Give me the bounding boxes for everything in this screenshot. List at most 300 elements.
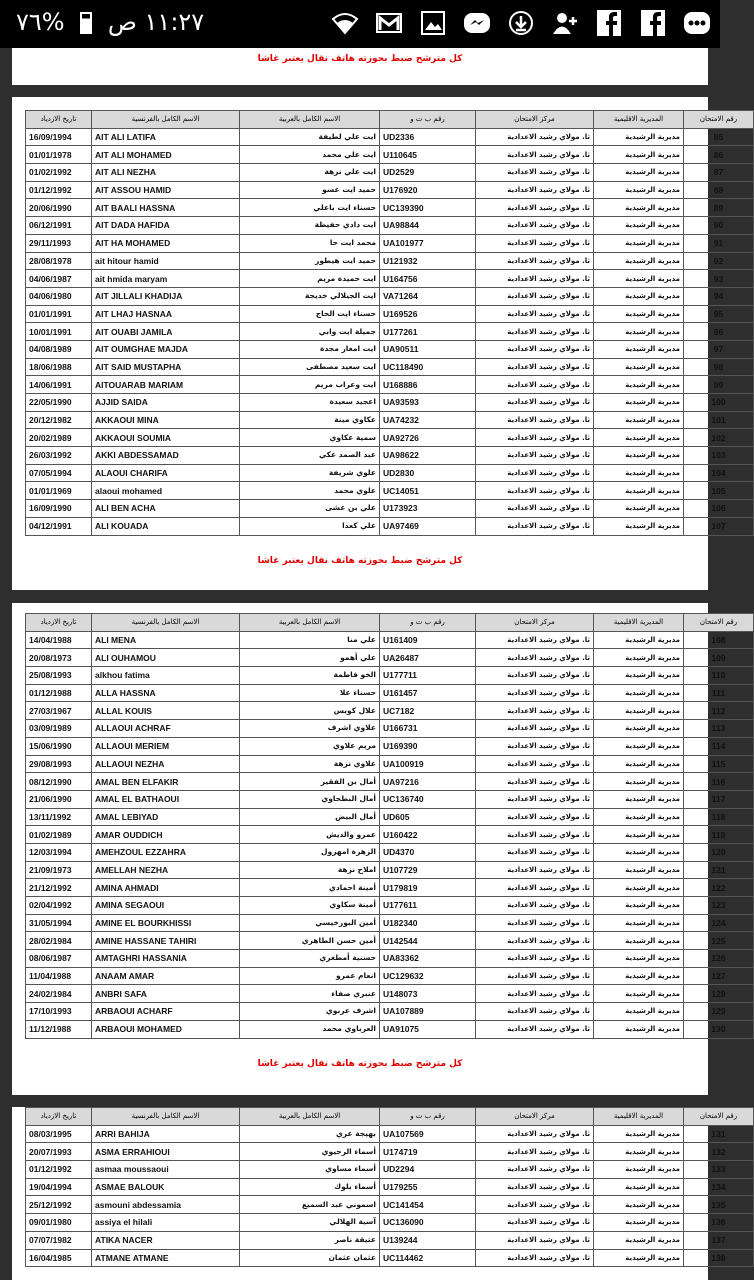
cell-cin: U121932 xyxy=(380,252,476,270)
cell-name-fr: AKKI ABDESSAMAD xyxy=(92,447,240,465)
cell-dob: 20/06/1990 xyxy=(26,199,92,217)
cell-name-ar: علوي شريفة xyxy=(240,464,380,482)
cell-center: ثا. مولاي رشيد الاعدادية xyxy=(476,649,594,667)
table-row xyxy=(26,429,754,447)
cell-dob: 01/12/1992 xyxy=(26,1161,92,1179)
cell-name-ar: اشرف عربوي xyxy=(240,1003,380,1021)
cell-exam-number: 135 xyxy=(684,1196,754,1214)
cell-name-ar: عكاوي مينة xyxy=(240,411,380,429)
cell-center: ثا. مولاي رشيد الاعدادية xyxy=(476,1178,594,1196)
cell-direction: مديرية الرشيدية xyxy=(594,1143,684,1161)
candidates-table xyxy=(25,1107,754,1267)
table-row xyxy=(26,517,754,535)
cell-cin: U182340 xyxy=(380,914,476,932)
cell-dob: 12/03/1994 xyxy=(26,843,92,861)
cell-center: ثا. مولاي رشيد الاعدادية xyxy=(476,755,594,773)
table-row xyxy=(26,914,754,932)
table-row xyxy=(26,985,754,1003)
cell-cin: UC141454 xyxy=(380,1196,476,1214)
cell-name-ar: عمرو والديش xyxy=(240,826,380,844)
add-friend-icon xyxy=(550,8,580,38)
header-dob: تاريخ الازدياد xyxy=(26,614,92,632)
cell-name-fr: ALLAOUI MERIEM xyxy=(92,737,240,755)
cell-cin: UC7182 xyxy=(380,702,476,720)
cell-exam-number: 136 xyxy=(684,1214,754,1232)
cell-cin: UC14051 xyxy=(380,482,476,500)
cell-cin: U161457 xyxy=(380,684,476,702)
cell-exam-number: 96 xyxy=(684,323,754,341)
header-exam-number: رقم الامتحان xyxy=(684,614,754,632)
header-dob: تاريخ الازدياد xyxy=(26,1108,92,1126)
table-row xyxy=(26,1231,754,1249)
cell-direction: مديرية الرشيدية xyxy=(594,1178,684,1196)
cell-dob: 29/08/1993 xyxy=(26,755,92,773)
cell-cin: UA107569 xyxy=(380,1125,476,1143)
cell-center: ثا. مولاي رشيد الاعدادية xyxy=(476,914,594,932)
cell-exam-number: 116 xyxy=(684,773,754,791)
cell-exam-number: 113 xyxy=(684,720,754,738)
download-icon xyxy=(506,8,536,38)
header-cin: رقم ب ت و xyxy=(380,1108,476,1126)
cell-cin: U177711 xyxy=(380,667,476,685)
cell-direction: مديرية الرشيدية xyxy=(594,967,684,985)
header-cin: رقم ب ت و xyxy=(380,614,476,632)
cell-dob: 14/04/1988 xyxy=(26,631,92,649)
cell-exam-number: 107 xyxy=(684,517,754,535)
cell-direction: مديرية الرشيدية xyxy=(594,1196,684,1214)
cell-direction: مديرية الرشيدية xyxy=(594,358,684,376)
cell-direction: مديرية الرشيدية xyxy=(594,808,684,826)
cell-cin: UA101977 xyxy=(380,234,476,252)
candidates-table xyxy=(25,613,754,1039)
cell-direction: مديرية الرشيدية xyxy=(594,843,684,861)
cell-direction: مديرية الرشيدية xyxy=(594,1161,684,1179)
cell-name-fr: ARBAOUI ACHARF xyxy=(92,1003,240,1021)
cell-cin: U139244 xyxy=(380,1231,476,1249)
cell-cin: U110645 xyxy=(380,146,476,164)
header-exam-number: رقم الامتحان xyxy=(684,111,754,129)
cell-name-fr: AIT ALI NEZHA xyxy=(92,164,240,182)
cell-name-ar: أمين حسن الطاهري xyxy=(240,932,380,950)
cell-dob: 01/01/1991 xyxy=(26,305,92,323)
cell-direction: مديرية الرشيدية xyxy=(594,411,684,429)
cell-direction: مديرية الرشيدية xyxy=(594,790,684,808)
cell-direction: مديرية الرشيدية xyxy=(594,773,684,791)
cell-direction: مديرية الرشيدية xyxy=(594,1231,684,1249)
cell-exam-number: 89 xyxy=(684,199,754,217)
cell-dob: 04/06/1987 xyxy=(26,270,92,288)
cell-center: ثا. مولاي رشيد الاعدادية xyxy=(476,146,594,164)
cell-direction: مديرية الرشيدية xyxy=(594,482,684,500)
cell-name-fr: AIT SAID MUSTAPHA xyxy=(92,358,240,376)
cell-direction: مديرية الرشيدية xyxy=(594,234,684,252)
cell-exam-number: 93 xyxy=(684,270,754,288)
cell-cin: UA92726 xyxy=(380,429,476,447)
cell-cin: UC114462 xyxy=(380,1249,476,1267)
cell-dob: 08/12/1990 xyxy=(26,773,92,791)
cell-center: ثا. مولاي رشيد الاعدادية xyxy=(476,897,594,915)
cell-exam-number: 118 xyxy=(684,808,754,826)
cell-center: ثا. مولاي رشيد الاعدادية xyxy=(476,702,594,720)
cell-name-ar: عنبري صفاء xyxy=(240,985,380,1003)
cell-name-fr: AMAL BEN ELFAKIR xyxy=(92,773,240,791)
cell-name-fr: AKKAOUI SOUMIA xyxy=(92,429,240,447)
cell-name-fr: AIT JILLALI KHADIJA xyxy=(92,287,240,305)
cell-center: ثا. مولاي رشيد الاعدادية xyxy=(476,217,594,235)
cell-center: ثا. مولاي رشيد الاعدادية xyxy=(476,826,594,844)
cell-cin: UA97469 xyxy=(380,517,476,535)
table-row xyxy=(26,199,754,217)
cell-cin: U176920 xyxy=(380,181,476,199)
cell-dob: 28/08/1978 xyxy=(26,252,92,270)
table-row xyxy=(26,305,754,323)
cell-exam-number: 126 xyxy=(684,950,754,968)
cell-dob: 04/06/1980 xyxy=(26,287,92,305)
cell-cin: U168886 xyxy=(380,376,476,394)
cell-direction: مديرية الرشيدية xyxy=(594,1125,684,1143)
table-row xyxy=(26,808,754,826)
cell-direction: مديرية الرشيدية xyxy=(594,376,684,394)
cell-name-fr: AMINE EL BOURKHISSI xyxy=(92,914,240,932)
table-row xyxy=(26,861,754,879)
table-row xyxy=(26,790,754,808)
cell-direction: مديرية الرشيدية xyxy=(594,340,684,358)
cell-exam-number: 85 xyxy=(684,128,754,146)
header-name-fr: الاسم الكامل بالفرنسية xyxy=(92,614,240,632)
cell-name-ar: أسماء بلوك xyxy=(240,1178,380,1196)
cell-exam-number: 95 xyxy=(684,305,754,323)
cell-dob: 01/02/1989 xyxy=(26,826,92,844)
cell-cin: UD4370 xyxy=(380,843,476,861)
cell-cin: UD2529 xyxy=(380,164,476,182)
cell-cin: UA107889 xyxy=(380,1003,476,1021)
cell-cin: UA91075 xyxy=(380,1020,476,1038)
document-page-top xyxy=(12,48,708,85)
cell-direction: مديرية الرشيدية xyxy=(594,985,684,1003)
table-row xyxy=(26,1003,754,1021)
cell-direction: مديرية الرشيدية xyxy=(594,950,684,968)
cell-dob: 08/03/1995 xyxy=(26,1125,92,1143)
cell-name-fr: ALI BEN ACHA xyxy=(92,500,240,518)
status-bar xyxy=(0,0,720,48)
cell-center: ثا. مولاي رشيد الاعدادية xyxy=(476,737,594,755)
cell-name-ar: علوي محمد xyxy=(240,482,380,500)
cell-exam-number: 88 xyxy=(684,181,754,199)
cell-exam-number: 97 xyxy=(684,340,754,358)
cell-name-fr: AMAL EL BATHAOUI xyxy=(92,790,240,808)
cell-name-ar: أمين البورخيسي xyxy=(240,914,380,932)
cell-name-fr: AIT LHAJ HASNAA xyxy=(92,305,240,323)
cell-exam-number: 105 xyxy=(684,482,754,500)
cell-exam-number: 106 xyxy=(684,500,754,518)
cell-direction: مديرية الرشيدية xyxy=(594,146,684,164)
cell-dob: 01/01/1969 xyxy=(26,482,92,500)
header-dob: تاريخ الازدياد xyxy=(26,111,92,129)
cell-exam-number: 110 xyxy=(684,667,754,685)
cell-exam-number: 91 xyxy=(684,234,754,252)
cell-name-fr: AIT OUABI JAMILA xyxy=(92,323,240,341)
cell-center: ثا. مولاي رشيد الاعدادية xyxy=(476,790,594,808)
table-row xyxy=(26,394,754,412)
table-row xyxy=(26,631,754,649)
cell-name-ar: الزهرة امهزول xyxy=(240,843,380,861)
cell-direction: مديرية الرشيدية xyxy=(594,702,684,720)
facebook-icon xyxy=(638,8,668,38)
cell-direction: مديرية الرشيدية xyxy=(594,932,684,950)
cell-cin: U107729 xyxy=(380,861,476,879)
cell-name-ar: علي أهمو xyxy=(240,649,380,667)
cell-cin: U160422 xyxy=(380,826,476,844)
cell-exam-number: 111 xyxy=(684,684,754,702)
cell-name-ar: علي بن عشى xyxy=(240,500,380,518)
table-row xyxy=(26,376,754,394)
cell-dob: 08/06/1987 xyxy=(26,950,92,968)
cell-name-fr: AIT DADA HAFIDA xyxy=(92,217,240,235)
cell-name-ar: حسناء ايت الحاج xyxy=(240,305,380,323)
cell-name-ar: أمال البطحاوي xyxy=(240,790,380,808)
table-row xyxy=(26,649,754,667)
cell-exam-number: 98 xyxy=(684,358,754,376)
cell-cin: U164756 xyxy=(380,270,476,288)
cell-exam-number: 117 xyxy=(684,790,754,808)
cell-direction: مديرية الرشيدية xyxy=(594,128,684,146)
cell-name-ar: ايت علي نزهة xyxy=(240,164,380,182)
cell-name-ar: ايت امغار مجدة xyxy=(240,340,380,358)
cell-direction: مديرية الرشيدية xyxy=(594,181,684,199)
cell-direction: مديرية الرشيدية xyxy=(594,879,684,897)
cell-name-fr: AITOUARAB MARIAM xyxy=(92,376,240,394)
cell-name-ar: أمال بن الفقير xyxy=(240,773,380,791)
cell-cin: U179819 xyxy=(380,879,476,897)
header-center: مركز الامتحان xyxy=(476,111,594,129)
cell-center: ثا. مولاي رشيد الاعدادية xyxy=(476,808,594,826)
cell-dob: 01/01/1978 xyxy=(26,146,92,164)
cell-name-ar: عثمان عثمان xyxy=(240,1249,380,1267)
cell-dob: 10/01/1991 xyxy=(26,323,92,341)
cell-direction: مديرية الرشيدية xyxy=(594,252,684,270)
cell-cin: U161409 xyxy=(380,631,476,649)
battery-icon xyxy=(80,12,92,34)
table-row xyxy=(26,1020,754,1038)
cell-center: ثا. مولاي رشيد الاعدادية xyxy=(476,1161,594,1179)
notice-text: كل مترشح ضبط بحوزته هاتف نقال يعتبر غاشا xyxy=(257,54,463,64)
clock: ١١:٢٧ ص xyxy=(107,8,205,36)
cell-exam-number: 138 xyxy=(684,1249,754,1267)
cell-dob: 01/02/1992 xyxy=(26,164,92,182)
cell-dob: 20/12/1982 xyxy=(26,411,92,429)
cell-dob: 01/12/1992 xyxy=(26,181,92,199)
cell-cin: UC136090 xyxy=(380,1214,476,1232)
table-row xyxy=(26,1178,754,1196)
cell-name-fr: AKKAOUI MINA xyxy=(92,411,240,429)
candidates-table xyxy=(25,110,754,536)
cell-exam-number: 133 xyxy=(684,1161,754,1179)
cell-center: ثا. مولاي رشيد الاعدادية xyxy=(476,305,594,323)
header-direction: المديرية الاقليمية xyxy=(594,1108,684,1126)
header-center: مركز الامتحان xyxy=(476,1108,594,1126)
cell-name-ar: علال كويس xyxy=(240,702,380,720)
cell-direction: مديرية الرشيدية xyxy=(594,270,684,288)
table-row xyxy=(26,826,754,844)
cell-name-ar: علاوي نزهة xyxy=(240,755,380,773)
table-row xyxy=(26,181,754,199)
cell-name-fr: ALI KOUADA xyxy=(92,517,240,535)
cell-exam-number: 101 xyxy=(684,411,754,429)
table-row xyxy=(26,164,754,182)
cell-dob: 04/08/1989 xyxy=(26,340,92,358)
cell-exam-number: 87 xyxy=(684,164,754,182)
cell-exam-number: 121 xyxy=(684,861,754,879)
cell-name-ar: آسية الهلالي xyxy=(240,1214,380,1232)
document-page xyxy=(12,1107,738,1280)
cell-dob: 25/12/1992 xyxy=(26,1196,92,1214)
header-direction: المديرية الاقليمية xyxy=(594,614,684,632)
cell-direction: مديرية الرشيدية xyxy=(594,1249,684,1267)
cell-cin: UD2830 xyxy=(380,464,476,482)
table-row xyxy=(26,411,754,429)
cell-direction: مديرية الرشيدية xyxy=(594,826,684,844)
table-row xyxy=(26,967,754,985)
cell-exam-number: 90 xyxy=(684,217,754,235)
table-header-row xyxy=(26,614,754,632)
table-row xyxy=(26,1214,754,1232)
cell-exam-number: 134 xyxy=(684,1178,754,1196)
cell-dob: 13/11/1992 xyxy=(26,808,92,826)
cell-cin: VA71264 xyxy=(380,287,476,305)
cell-name-fr: ait hitour hamid xyxy=(92,252,240,270)
cell-name-ar: حسناء ايت باعلي xyxy=(240,199,380,217)
cell-center: ثا. مولاي رشيد الاعدادية xyxy=(476,500,594,518)
table-row xyxy=(26,146,754,164)
cell-dob: 16/04/1985 xyxy=(26,1249,92,1267)
cell-exam-number: 122 xyxy=(684,879,754,897)
cell-center: ثا. مولاي رشيد الاعدادية xyxy=(476,684,594,702)
table-row xyxy=(26,217,754,235)
cell-direction: مديرية الرشيدية xyxy=(594,1003,684,1021)
cell-name-fr: AMTAGHRI HASSANIA xyxy=(92,950,240,968)
cell-cin: U169526 xyxy=(380,305,476,323)
cell-center: ثا. مولاي رشيد الاعدادية xyxy=(476,667,594,685)
cell-name-fr: ATIKA NACER xyxy=(92,1231,240,1249)
cell-cin: UC118490 xyxy=(380,358,476,376)
cell-direction: مديرية الرشيدية xyxy=(594,287,684,305)
cell-name-ar: بهيجة عري xyxy=(240,1125,380,1143)
table-row xyxy=(26,737,754,755)
cell-cin: U173923 xyxy=(380,500,476,518)
cell-center: ثا. مولاي رشيد الاعدادية xyxy=(476,1196,594,1214)
cell-direction: مديرية الرشيدية xyxy=(594,394,684,412)
table-row xyxy=(26,879,754,897)
cell-name-ar: حسناء علا xyxy=(240,684,380,702)
cell-name-fr: ALLA HASSNA xyxy=(92,684,240,702)
cell-dob: 01/12/1988 xyxy=(26,684,92,702)
notification-icons xyxy=(330,8,712,38)
cell-dob: 07/07/1982 xyxy=(26,1231,92,1249)
cell-center: ثا. مولاي رشيد الاعدادية xyxy=(476,1020,594,1038)
cell-cin: UC129632 xyxy=(380,967,476,985)
cell-name-fr: ARRI BAHIJA xyxy=(92,1125,240,1143)
cell-name-fr: ANBRI SAFA xyxy=(92,985,240,1003)
cell-name-ar: ايت علي لطيفة xyxy=(240,128,380,146)
cell-direction: مديرية الرشيدية xyxy=(594,429,684,447)
cell-name-fr: ATMANE ATMANE xyxy=(92,1249,240,1267)
cell-name-fr: ALI OUHAMOU xyxy=(92,649,240,667)
cell-center: ثا. مولاي رشيد الاعدادية xyxy=(476,843,594,861)
cell-cin: U148073 xyxy=(380,985,476,1003)
cell-name-ar: ايت وعراب مريم xyxy=(240,376,380,394)
table-row xyxy=(26,1125,754,1143)
cell-direction: مديرية الرشيدية xyxy=(594,305,684,323)
cell-name-fr: alaoui mohamed xyxy=(92,482,240,500)
cell-dob: 28/02/1984 xyxy=(26,932,92,950)
cell-direction: مديرية الرشيدية xyxy=(594,447,684,465)
cell-name-ar: جميلة ايت وابي xyxy=(240,323,380,341)
cell-name-fr: AMELLAH NEZHA xyxy=(92,861,240,879)
cell-dob: 24/02/1984 xyxy=(26,985,92,1003)
cell-exam-number: 100 xyxy=(684,394,754,412)
cell-exam-number: 129 xyxy=(684,1003,754,1021)
cell-name-fr: ANAAM AMAR xyxy=(92,967,240,985)
cell-dob: 09/01/1980 xyxy=(26,1214,92,1232)
cell-exam-number: 124 xyxy=(684,914,754,932)
cell-name-ar: ايت دادي حفيظة xyxy=(240,217,380,235)
cell-exam-number: 109 xyxy=(684,649,754,667)
cell-direction: مديرية الرشيدية xyxy=(594,861,684,879)
cell-dob: 16/09/1990 xyxy=(26,500,92,518)
cell-name-ar: عتيقة ناصر xyxy=(240,1231,380,1249)
header-center: مركز الامتحان xyxy=(476,614,594,632)
table-row xyxy=(26,358,754,376)
cell-name-ar: عبد الصمد عكي xyxy=(240,447,380,465)
cell-exam-number: 103 xyxy=(684,447,754,465)
cell-cin: UA83362 xyxy=(380,950,476,968)
table-row xyxy=(26,252,754,270)
cell-name-fr: ARBAOUI MOHAMED xyxy=(92,1020,240,1038)
table-row xyxy=(26,773,754,791)
cell-cin: UA97216 xyxy=(380,773,476,791)
cell-cin: U169390 xyxy=(380,737,476,755)
cell-name-ar: ايت علي محمد xyxy=(240,146,380,164)
cell-name-fr: AMINA SEGAOUI xyxy=(92,897,240,915)
cell-name-fr: ALAOUI CHARIFA xyxy=(92,464,240,482)
cell-name-fr: AMAR OUDDICH xyxy=(92,826,240,844)
cell-direction: مديرية الرشيدية xyxy=(594,500,684,518)
table-row xyxy=(26,1143,754,1161)
cell-direction: مديرية الرشيدية xyxy=(594,217,684,235)
header-name-fr: الاسم الكامل بالفرنسية xyxy=(92,1108,240,1126)
cell-center: ثا. مولاي رشيد الاعدادية xyxy=(476,394,594,412)
cell-dob: 20/02/1989 xyxy=(26,429,92,447)
cell-exam-number: 92 xyxy=(684,252,754,270)
cell-dob: 22/05/1990 xyxy=(26,394,92,412)
cell-cin: UA93593 xyxy=(380,394,476,412)
table-row xyxy=(26,932,754,950)
cell-name-fr: ALLAOUI NEZHA xyxy=(92,755,240,773)
cell-dob: 04/12/1991 xyxy=(26,517,92,535)
cell-direction: مديرية الرشيدية xyxy=(594,1020,684,1038)
cell-name-ar: انعام عمرو xyxy=(240,967,380,985)
table-header-row xyxy=(26,1108,754,1126)
table-row xyxy=(26,1196,754,1214)
cell-name-fr: ALI MENA xyxy=(92,631,240,649)
cell-center: ثا. مولاي رشيد الاعدادية xyxy=(476,1231,594,1249)
cell-center: ثا. مولاي رشيد الاعدادية xyxy=(476,358,594,376)
cell-exam-number: 119 xyxy=(684,826,754,844)
cell-cin: U177261 xyxy=(380,323,476,341)
table-row xyxy=(26,684,754,702)
cell-center: ثا. مولاي رشيد الاعدادية xyxy=(476,164,594,182)
wifi-icon xyxy=(330,8,360,38)
